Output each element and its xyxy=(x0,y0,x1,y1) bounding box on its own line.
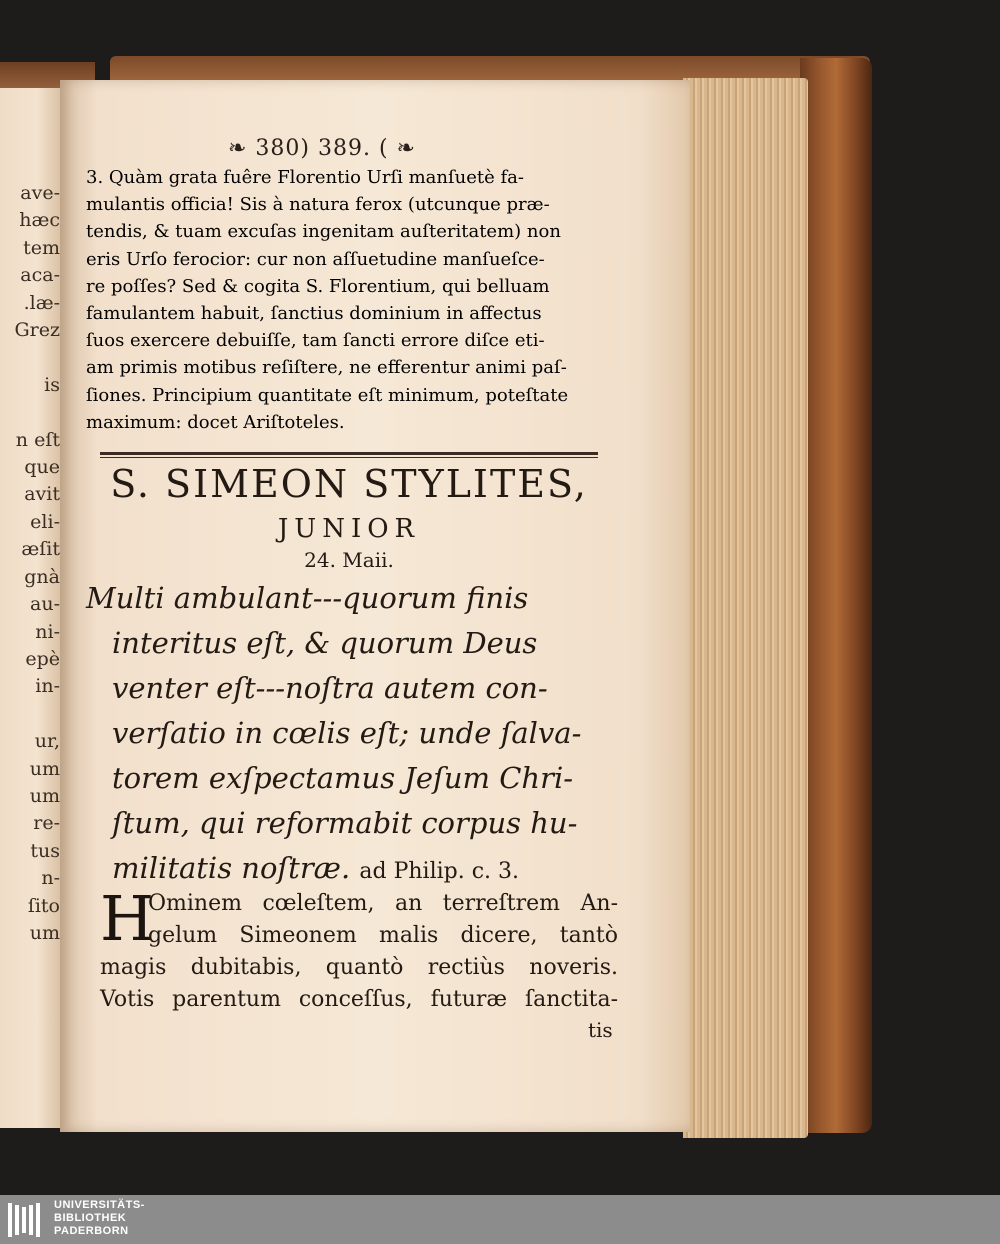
logo-line-1: UNIVERSITÄTS- xyxy=(54,1199,145,1211)
quote-line-text: militatis noſtræ. xyxy=(112,851,351,885)
quote-citation: ad Philip. c. 3. xyxy=(359,859,520,884)
page-block-edge xyxy=(683,78,808,1138)
quote-line: Multi ambulant---quorum finis xyxy=(86,581,529,615)
intro-line: famulantem habuit, ſanctius dominium in affectus xyxy=(86,303,542,325)
drop-capital: H xyxy=(100,882,155,955)
intro-line: am primis motibus reſiſtere, ne efferentur animi paſ- xyxy=(86,357,567,379)
intro-line: ſuos exercere debuiſſe, tam ſancti errore diſce eti- xyxy=(86,330,545,352)
left-page-text-fragments: ave- hæc tem aca- .læ- Grez is n eſt que avit eli- æſit gnà au- ni- epè in- ur, um um re- tus n- ſito um xyxy=(14,182,60,944)
intro-line: mulantis officia! Sis à natura ferox (utcunque præ- xyxy=(86,194,550,216)
intro-line: maximum: docet Ariſtoteles. xyxy=(86,411,345,433)
intro-paragraph xyxy=(86,164,616,436)
intro-line: ſiones. Principium quantitate eſt minimum, poteſtate xyxy=(86,384,569,406)
section-divider-thick xyxy=(100,452,598,455)
body-line: Votis parentum conceſſus, futuræ ſanctita- xyxy=(100,987,618,1012)
quote-line: torem exſpectamus Jeſum Chri- xyxy=(112,761,574,795)
body-line: gelum Simeonem malis dicere, tantò xyxy=(148,923,618,948)
quote-line: venter eſt---noſtra autem con- xyxy=(112,671,548,705)
quote-line: verſatio in cœlis eſt; unde ſalva- xyxy=(112,716,582,750)
intro-line: 3. Quàm grata fuêre Florentio Urſi manſuetè fa- xyxy=(86,167,524,188)
section-title: S. SIMEON STYLITES, xyxy=(110,462,588,506)
intro-line: re poſſes? Sed & cogita S. Florentium, qui belluam xyxy=(86,275,550,297)
scripture-quote xyxy=(86,576,611,894)
footer-bar xyxy=(0,1195,1000,1244)
quote-line: ſtum, qui reformabit corpus hu- xyxy=(112,806,578,840)
library-logo-text xyxy=(54,1199,145,1238)
body-line: Ominem cœleſtem, an terreſtrem An- xyxy=(148,891,618,916)
body-line: magis dubitabis, quantò rectiùs noveris. xyxy=(100,955,618,980)
logo-line-2: BIBLIOTHEK xyxy=(54,1212,127,1224)
book-cover-spine xyxy=(800,58,872,1133)
feast-date: 24. Maii. xyxy=(304,548,394,572)
page-number: ❧ 380) 389. ( ❧ xyxy=(228,136,416,161)
left-facing-page xyxy=(0,88,62,1128)
intro-line: eris Urſo ferocior: cur non aſſuetudine manſueſce- xyxy=(86,248,545,270)
section-subtitle: JUNIOR xyxy=(277,514,421,544)
quote-line-last xyxy=(86,846,611,894)
intro-line: tendis, & tuam excuſas ingenitam auſteritatem) non xyxy=(86,221,561,243)
catchword: tis xyxy=(588,1018,613,1042)
section-divider-thin xyxy=(100,457,598,458)
library-logo-icon xyxy=(8,1203,48,1237)
logo-line-3: PADERBORN xyxy=(54,1225,129,1237)
quote-line: interitus eſt, & quorum Deus xyxy=(112,626,538,660)
body-paragraph xyxy=(100,882,618,1016)
